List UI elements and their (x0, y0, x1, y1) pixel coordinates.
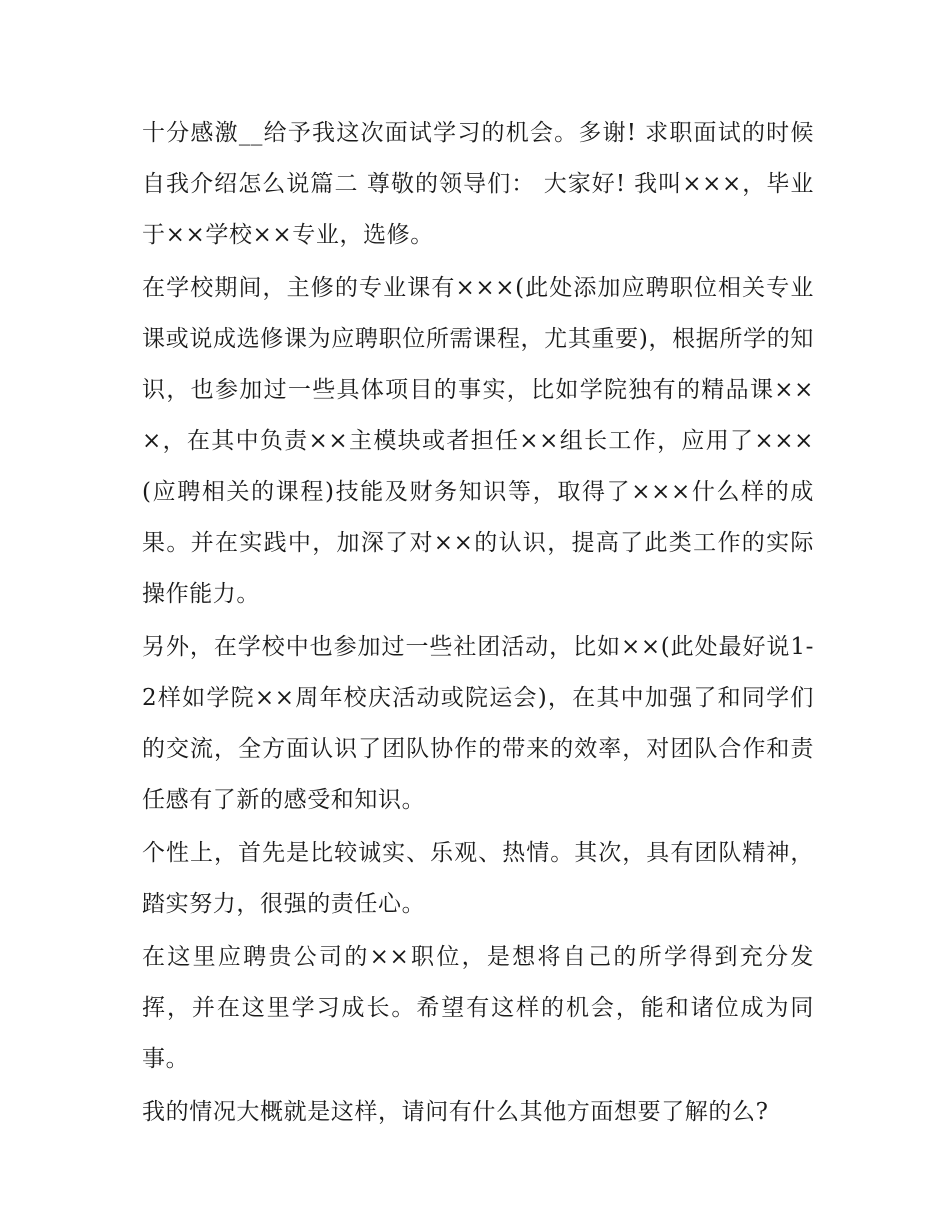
paragraph-thanks-intro: 十分感激__给予我这次面试学习的机会。多谢! 求职面试的时候自我介绍怎么说篇二 尊敬的领导们： 大家好! 我叫×××，毕业于××学校××专业，选修。 (142, 120, 814, 248)
paragraph-job-motivation: 在这里应聘贵公司的××职位，是想将自己的所学得到充分发挥，并在这里学习成长。希望有这样的机会，能和诸位成为同事。 (142, 944, 814, 1072)
paragraph-school-courses: 在学校期间，主修的专业课有×××(此处添加应聘职位相关专业课或说成选修课为应聘职位所需课程，尤其重要)，根据所学的知识，也参加过一些具体项目的事实，比如学院独有的精品课×××，在其中负责××主模块或者担任××组长工作，应用了×××(应聘相关的课程)技能及财务知识等，取得了×××什么样的成果。并在实践中，加深了对××的认识，提高了此类工作的实际操作能力。 (142, 275, 814, 607)
paragraph-club-activities: 另外，在学校中也参加过一些社团活动，比如××(此处最好说1-2样如学院××周年校庆活动或院运会)，在其中加强了和同学们的交流，全方面认识了团队协作的带来的效率，对团队合作和责任感有了新的感受和知识。 (142, 634, 814, 813)
document-body (142, 108, 814, 1140)
paragraph-personality: 个性上，首先是比较诚实、乐观、热情。其次，具有团队精神，踏实努力，很强的责任心。 (142, 840, 814, 917)
paragraph-closing-question: 我的情况大概就是这样，请问有什么其他方面想要了解的么? (142, 1099, 769, 1125)
